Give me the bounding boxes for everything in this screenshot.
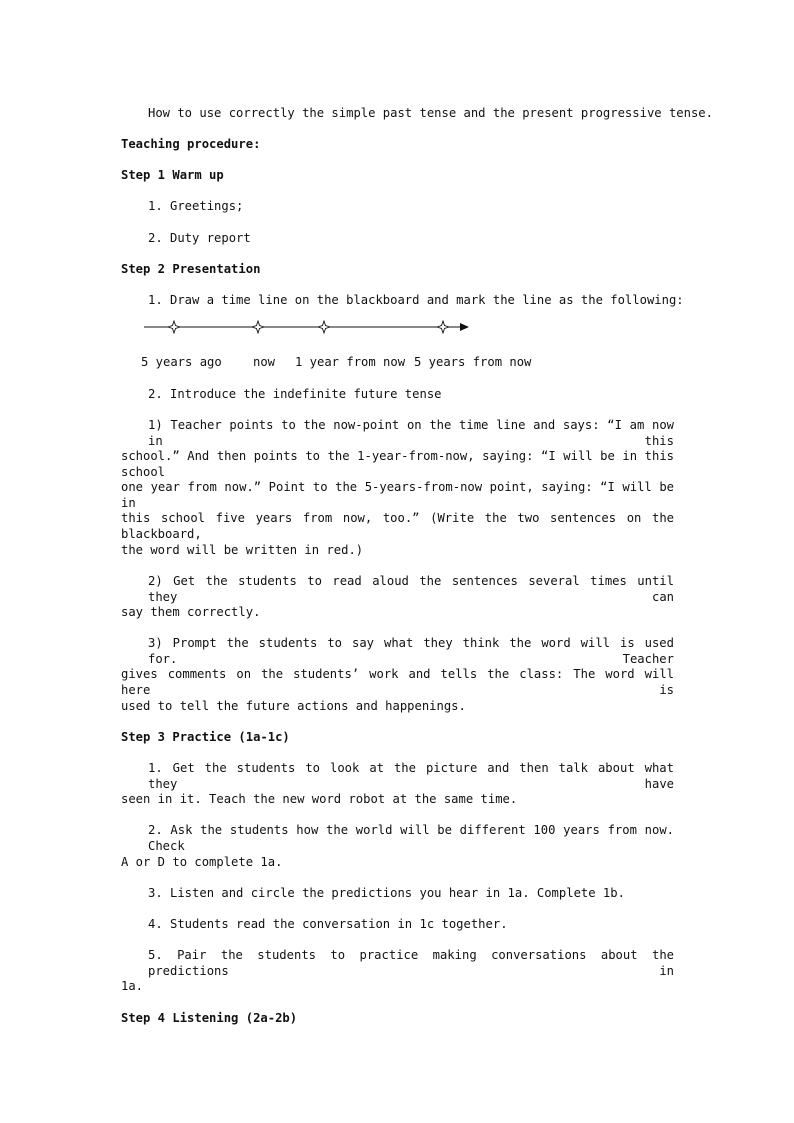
paragraph-line: 1. Get the students to look at the picture and then talk about what they have — [148, 761, 674, 791]
paragraph-line: 2) Get the students to read aloud the sentences several times until they can — [148, 574, 674, 604]
time-marker-1-year-from-now — [318, 321, 330, 333]
step3-heading: Step 3 Practice (1a-1c) — [121, 730, 290, 744]
step2-item1: 1. Draw a time line on the blackboard and mark the line as the following: — [148, 293, 684, 307]
procedure-heading: Teaching procedure: — [121, 137, 261, 151]
paragraph-line: this school five years from now, too.” (Write the two sentences on the blackboard, — [121, 511, 674, 541]
step1-item: 1. Greetings; — [148, 199, 244, 213]
paragraph-line: the word will be written in red.) — [121, 543, 364, 557]
paragraph-line: say them correctly. — [121, 605, 261, 619]
paragraph-line: 2. Ask the students how the world will be different 100 years from now. Check — [148, 823, 674, 853]
step4-heading: Step 4 Listening (2a-2b) — [121, 1011, 298, 1025]
time-marker-5-years-ago — [168, 321, 180, 333]
step3-item4: 4. Students read the conversation in 1c together. — [148, 917, 508, 931]
timeline-label-5-years-from-now: 5 years from now — [414, 355, 532, 369]
step1-item: 2. Duty report — [148, 231, 251, 245]
step2-item2: 2. Introduce the indefinite future tense — [148, 387, 442, 401]
step2-heading: Step 2 Presentation — [121, 262, 261, 276]
objective-text: How to use correctly the simple past tense and the present progressive tense. — [148, 106, 713, 120]
time-line-diagram — [140, 317, 480, 337]
timeline-label-1-year-from-now: 1 year from now — [295, 355, 406, 369]
timeline-label-5-years-ago: 5 years ago — [141, 355, 222, 369]
paragraph-line: one year from now.” Point to the 5-years-from-now point, saying: “I will be in — [121, 480, 674, 510]
paragraph-line: used to tell the future actions and happenings. — [121, 699, 466, 713]
timeline-label-now: now — [253, 355, 276, 369]
time-marker-5-years-from-now — [437, 321, 449, 333]
time-marker-now — [252, 321, 264, 333]
paragraph-line: 1) Teacher points to the now-point on the time line and says: “I am now in this — [148, 418, 674, 448]
paragraph-line: A or D to complete 1a. — [121, 855, 283, 869]
paragraph-line: 3) Prompt the students to say what they think the word will is used for. Teacher — [148, 636, 674, 666]
paragraph-line: school.” And then points to the 1-year-from-now, saying: “I will be in this school — [121, 449, 674, 479]
time-line-arrow — [460, 323, 469, 331]
paragraph-line: 1a. — [121, 979, 144, 993]
paragraph-line: 5. Pair the students to practice making conversations about the predictions in — [148, 948, 674, 978]
step1-heading: Step 1 Warm up — [121, 168, 224, 182]
step3-item3: 3. Listen and circle the predictions you hear in 1a. Complete 1b. — [148, 886, 625, 900]
paragraph-line: seen in it. Teach the new word robot at the same time. — [121, 792, 518, 806]
paragraph-line: gives comments on the students’ work and tells the class: The word will here is — [121, 667, 674, 697]
